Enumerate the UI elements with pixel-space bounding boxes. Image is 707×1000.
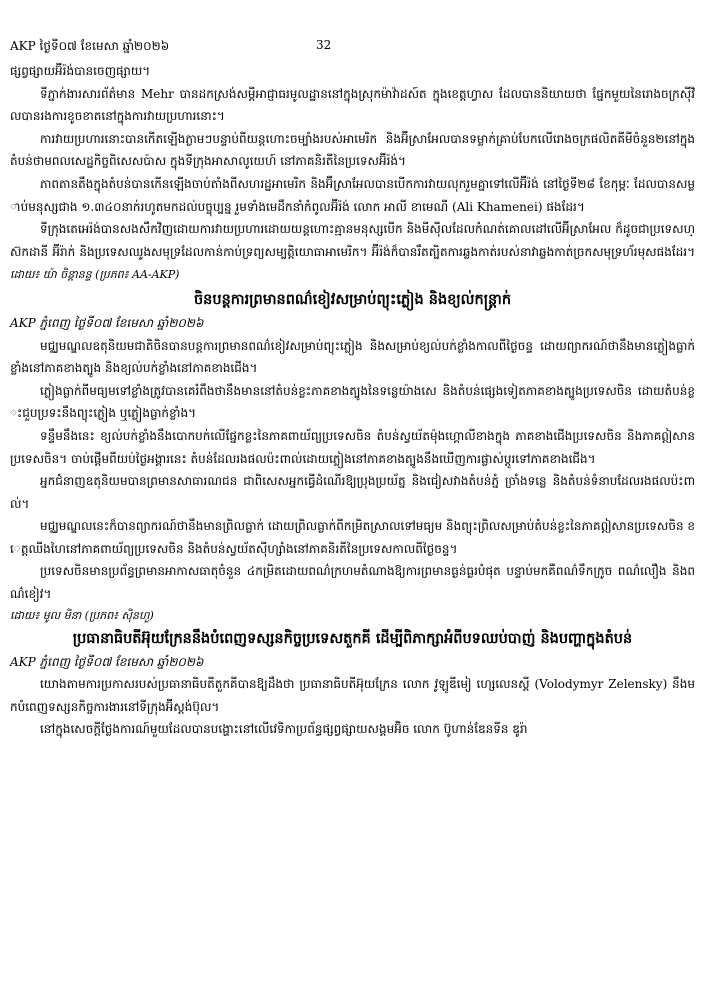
paragraph: អ្នកជំនាញឧតុនិយមបានព្រមានសាធារណជន ជាពិសេសអ្នកធ្វើដំណើរឱ្យប្រុងប្រយ័ត្ន និងជៀសវាងតំបន់ភ្នំ ច្រាំងទន្លេ និងតំបន់ទំនាបដែលរងផលប៉ះពាល់។ [10, 474, 695, 511]
paragraph: ភ្លៀងធ្លាក់ពីមធ្យមទៅខ្លាំងត្រូវបានគេរំពឹងថានឹងមាននៅតំបន់ខ្លះភាគខាងត្បូងនៃទន្លេយ៉ាងសេ និងតំបន់ផ្សេងទៀតភាគខាងត្បូងប្រទេសចិន ដោយតំបន់ខ្លះជួបប្រទះនឹងព្យុះភ្លៀង ឬភ្លៀងធ្លាក់ខ្លាំង។ [10, 383, 695, 421]
article-china-weather [10, 289, 695, 626]
article-iran-strike [10, 60, 695, 287]
page-header [10, 38, 697, 56]
article-dateline: AKP ភ្នំពេញ ថ្ងៃទី០៧ ខែមេសា ឆ្នាំ២០២៦ [10, 654, 204, 669]
article-title: ចិនបន្តការព្រមានពណ៌ខៀវសម្រាប់ព្យុះភ្លៀង និងខ្យល់កន្ត្រាក់ [193, 290, 512, 308]
paragraph: ភាពតានតឹងក្នុងតំបន់បានកើនឡើងចាប់តាំងពីសហរដ្ឋអាមេរិក និងអ៊ីស្រាអែលបានបើកការវាយលុករួមគ្នាទៅលើអ៊ីរ៉ង់ នៅថ្ងៃទី២៨ ខែកុម្ភៈ ដែលបានសម្លាប់មនុស្សជាង ១.៣៤០នាក់រហូតមកដល់បច្ចុប្បន្ន រួមទាំងមេដឹកនាំកំពូលអ៊ីរ៉ង់ លោក អាលី ខាមេណី (Ali Khamenei) ផងដែរ។ [10, 176, 695, 214]
paragraph: ទីភ្នាក់ងារសារព័ត៌មាន Mehr បានដកស្រង់សម្ដីអាជ្ញាធរមូលដ្ឋាននៅក្នុងស្រុកម៉ាវ៉ាដស៍ត ក្នុងខេត្តហ្វាស ដែលបាននិយាយថា ផ្នែកមួយនៃរោងចក្រស៊ីវិលបានរងការខូចខាតនៅក្នុងការវាយប្រហារនោះ។ [10, 86, 695, 124]
article-credit: ដោយ៖ យ៉ា ចិន្តានន្ទ (ប្រភព៖ AA-AKP) [10, 268, 180, 282]
paragraph: ប្រទេសចិនមានប្រព័ន្ធព្រមានអាកាសធាតុចំនួន ៤កម្រិតដោយពណ៌ក្រហមតំណាងឱ្យការព្រមានធ្ងន់ធ្ងរបំផុត បន្ទាប់មកគឺពណ៌ទឹកក្រូច ពណ៌លឿង និងពណ៌ខៀវ។ [10, 564, 695, 602]
paragraph: មជ្ឈមណ្ឌលឧតុនិយមជាតិចិនបានបន្តការព្រមានពណ៌ខៀវសម្រាប់ព្យុះភ្លៀង និងសម្រាប់ខ្យល់បក់ខ្លាំងកាលពីថ្ងៃចន្ទ ដោយព្យាករណ៍ថានឹងមានភ្លៀងធ្លាក់ខ្លាំងនៅភាគខាងត្បូង និងខ្យល់បក់ខ្លាំងនៅភាគខាងជើង។ [10, 338, 695, 376]
paragraph: យោងតាមការប្រកាសរបស់ប្រធានាធិបតីតួកគីបានឱ្យដឹងថា ប្រធានាធិបតីអ៊ុយក្រែន លោក វូឡូឌីមៀ ហ្សេលេនស្គី (Volodymyr Zelensky) នឹងមកបំពេញទស្សនកិច្ចការងារនៅទីក្រុងអ៊ីស្តង់ប៊ុល។ [10, 677, 695, 714]
paragraph: នៅក្នុងសេចក្ដីថ្លែងការណ៍មួយដែលបានបង្ហោះនៅលើវេទិកាប្រព័ន្ធផ្សព្វផ្សាយសង្គមអ៊ិច លោក ប៊ូហាន់ឌែនទីន ឌូរ៉ា [40, 722, 528, 737]
page-number: 32 [316, 38, 332, 52]
article-credit: ដោយ៖ មូល មិនា (ប្រភព៖ ស៊ិនហួ) [10, 608, 154, 622]
paragraph: ការវាយប្រហារនោះបានកើតឡើងភ្លាមៗបន្ទាប់ពីយន្តហោះចម្បាំងរបស់អាមេរិក និងអ៊ីស្រាអែលបានទម្លាក់គ្រាប់បែកលើរោងចក្រផលិតគីមីចំនួន២នៅក្នុងតំបន់ថាមពលសេដ្ឋកិច្ចពិសេសប៉ាស ក្នុងទីក្រុងអាសាលូយេហ៍ នៅភាគនិរតីនៃប្រទេសអ៊ីរ៉ង់។ [10, 131, 695, 169]
header-date: AKP ថ្ងៃទី០៧ ខែមេសា ឆ្នាំ២០២៦ [10, 39, 170, 53]
paragraph: ផ្សព្វផ្សាយអ៊ីរ៉ង់បានចេញផ្សាយ។ [10, 64, 151, 78]
paragraph: មជ្ឈមណ្ឌលនេះក៏បានព្យាករណ៍ថានឹងមានព្រិលធ្លាក់ ដោយព្រិលធ្លាក់ពីកម្រិតស្រាលទៅមធ្យម និងព្យុះព្រិលសម្រាប់តំបន់ខ្លះនៃភាគឦសានប្រទេសចិន ខេត្តឈីងហៃនៅភាគពាយ័ព្យប្រទេសចិន និងតំបន់ស្វយ័តស៊ីហ្សាំងនៅភាគនិរតីនៃប្រទេសកាលពីថ្ងៃចន្ទ។ [10, 519, 695, 556]
article-dateline: AKP ភ្នំពេញ ថ្ងៃទី០៧ ខែមេសា ឆ្នាំ២០២៦ [10, 315, 204, 330]
paragraph: ទន្ទឹមនឹងនេះ ខ្យល់បក់ខ្លាំងនឹងបោកបក់លើផ្នែកខ្លះនៃភាគពាយ័ព្យប្រទេសចិន តំបន់ស្វយ័តម៉ុងហ្គោលីខាងក្នុង ភាគខាងជើងប្រទេសចិន និងភាគឦសានប្រទេសចិន។ ចាប់ផ្ដើមពីយប់ថ្ងៃអង្គារនេះ តំបន់ដែលរងផលប៉ះពាល់ដោយភ្លៀងនៅភាគខាងត្បូងនឹងឃើញការផ្លាស់ប្ដូរទៅភាគខាងជើង។ [10, 428, 695, 466]
article-ukraine-turkey [10, 628, 695, 741]
paragraph: ទីក្រុងតេអេរ៉ង់បានសងសឹកវិញដោយការវាយប្រហារដោយយន្តហោះគ្មានមនុស្សបើក និងមីស៊ីលដែលកំណត់គោលដៅលើអ៊ីស្រាអែល ក៏ដូចជាប្រទេសហ្ស៊កដានី អ៊ីរ៉ាក់ និងប្រទេសឈូងសមុទ្រដែលកាន់កាប់ទ្រព្យសម្បត្តិយោធាអាមេរិក។ អ៊ីរ៉ង់ក៏បានរឹតត្បិតការឆ្លងកាត់របស់នាវាឆ្លងកាត់ច្រកសមុទ្រហ័រមុសផងដែរ។ ដោយ៖ យ៉ា ចិន្តានន្ទ (ប្រភព៖ AA-AKP) [10, 222, 695, 282]
article-title: ប្រធានាធិបតីអ៊ុយក្រែននឹងបំពេញទស្សនកិច្ចប្រទេសតួកគី ដើម្បីពិភាក្សាអំពីបទឈប់បាញ់ និងបញ្ហាក្នុងតំបន់ [72, 629, 633, 647]
page-body [10, 60, 695, 741]
